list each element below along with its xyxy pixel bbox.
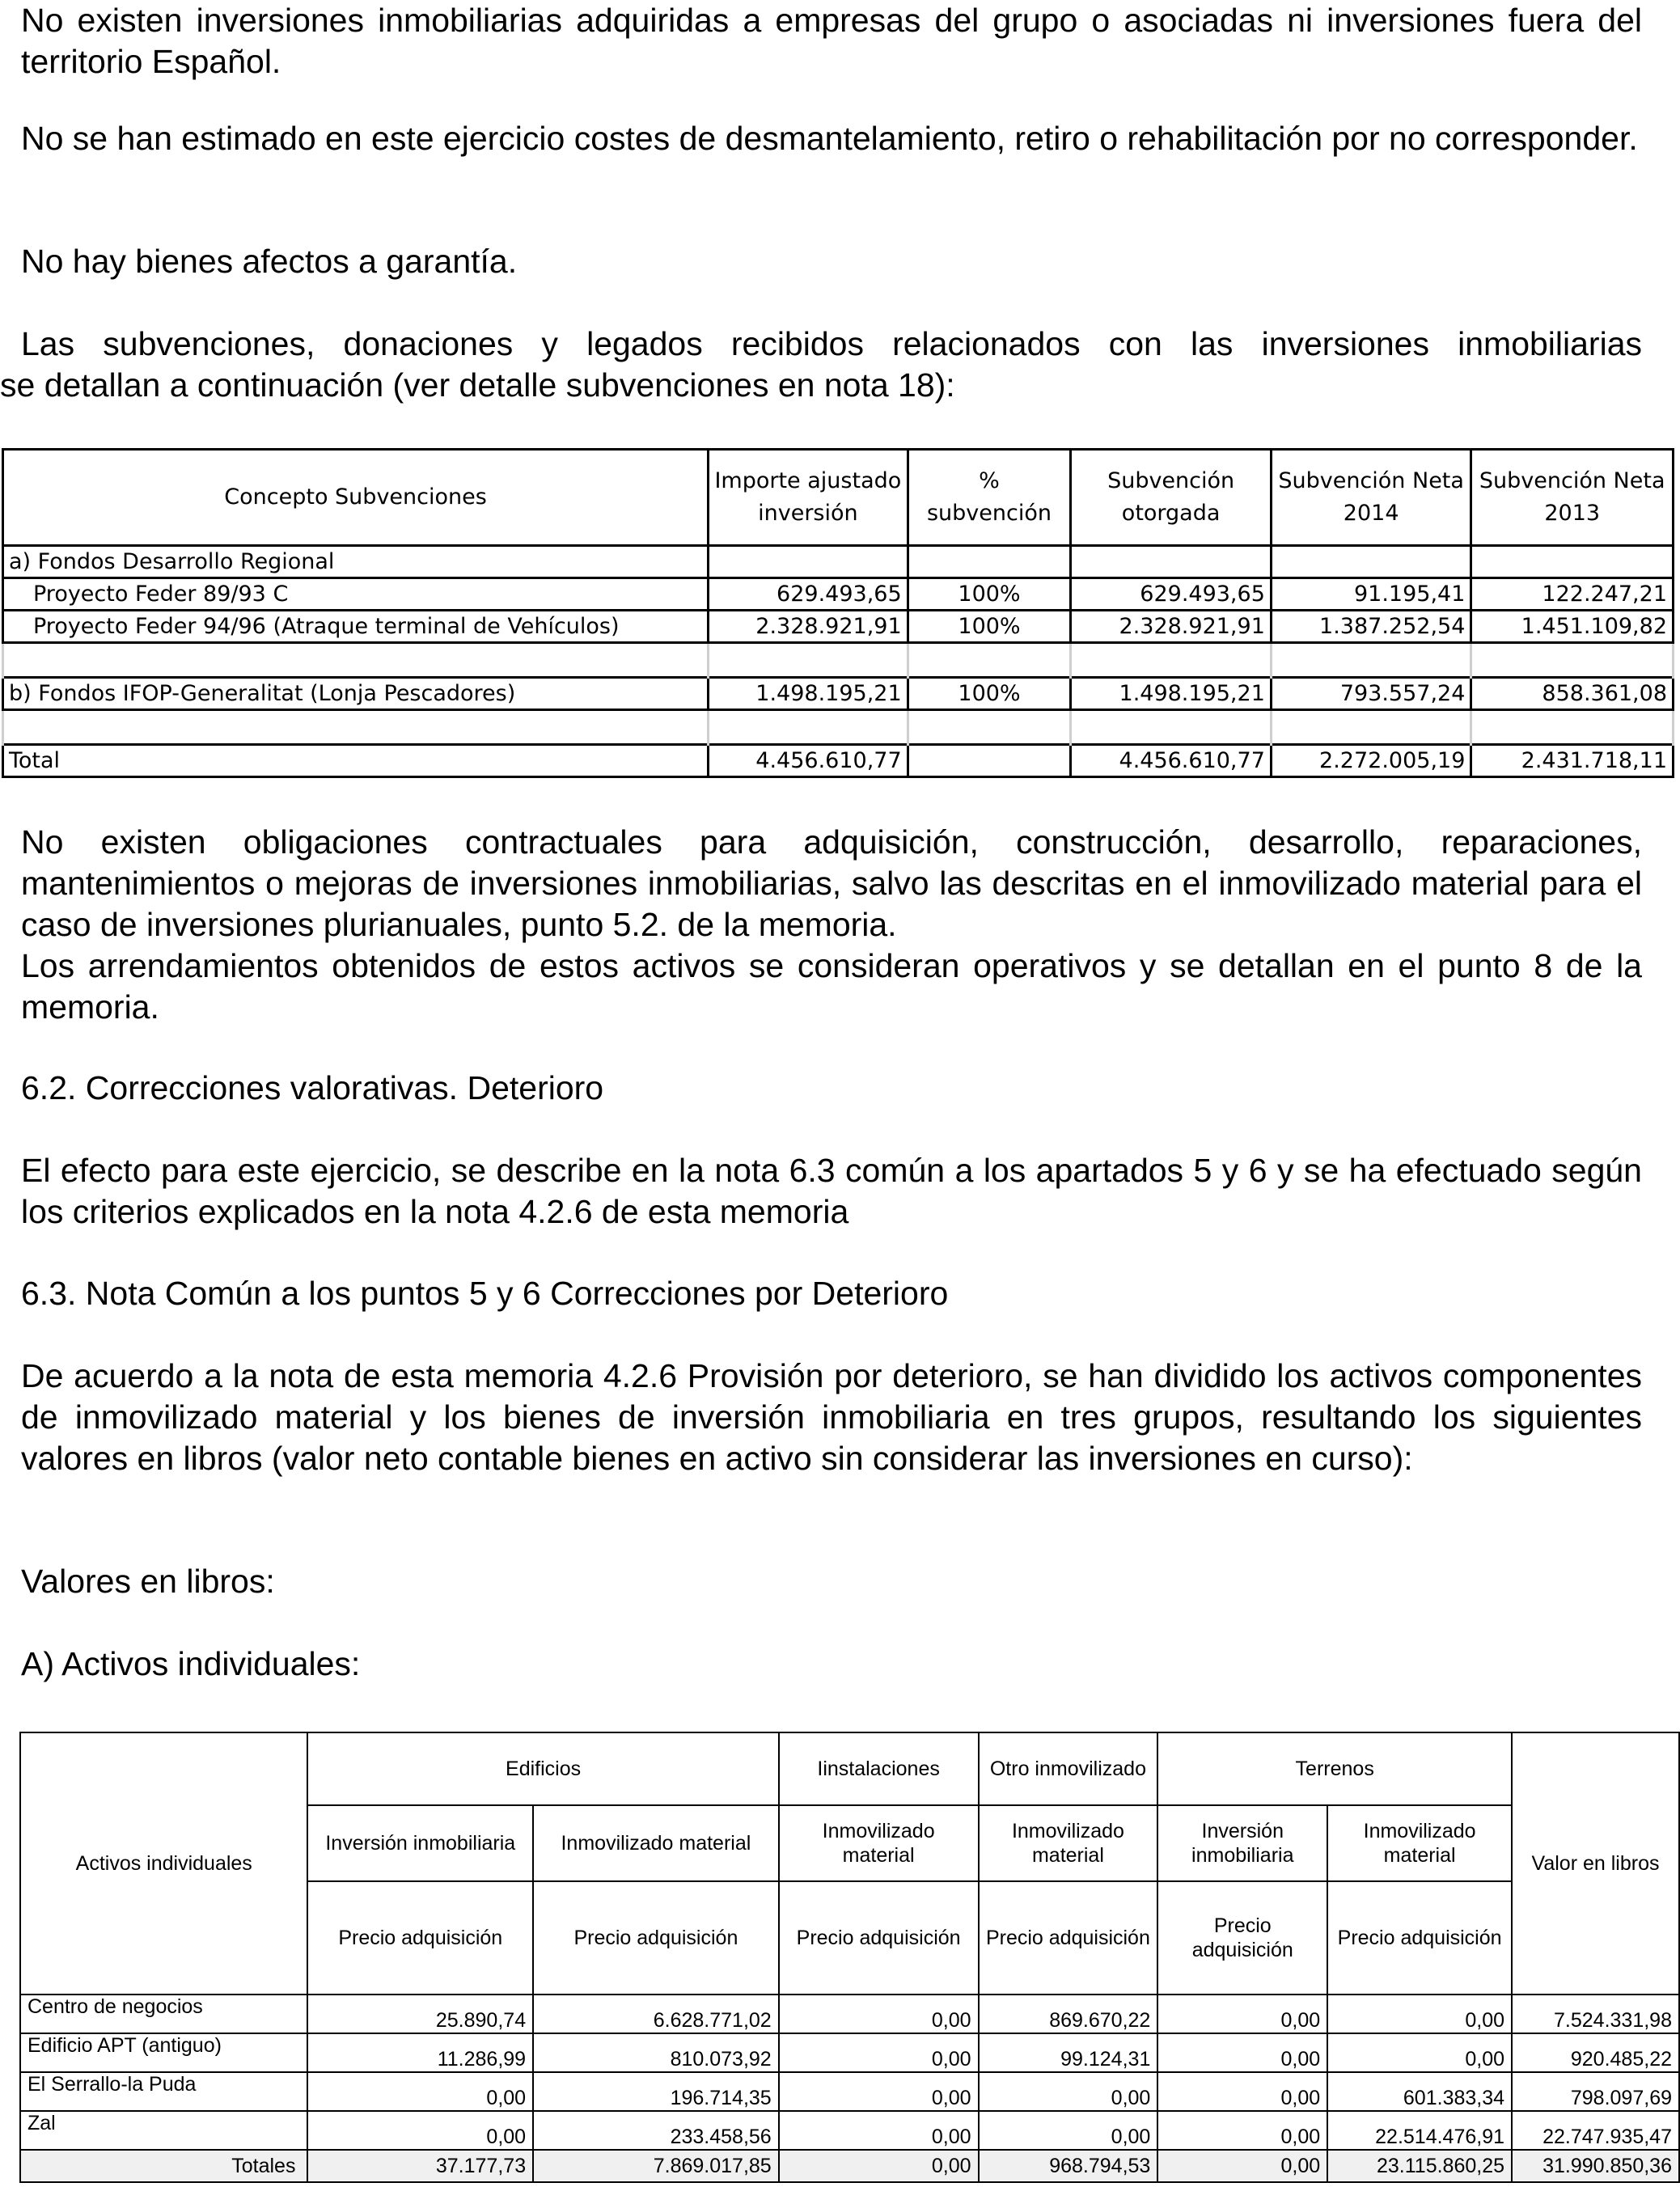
paragraph-obligaciones: No existen obligaciones contractuales para adquisición, construcción, desarrollo, reparaciones, mantenimientos o mejoras de inversiones inmobiliarias, salvo las descritas en el inmovilizado material para el caso de inversiones plurianuales, punto 5.2. de la memoria. bbox=[21, 823, 1642, 943]
cell-value: 0,00 bbox=[1157, 2033, 1327, 2072]
cell-value: 22.514.476,91 bbox=[1327, 2111, 1512, 2150]
header-precio-adquisicion: Precio adquisición bbox=[979, 1881, 1158, 1995]
table-header-row bbox=[20, 1732, 1679, 1805]
cell-value: 7.869.017,85 bbox=[533, 2150, 779, 2182]
cell-value: 0,00 bbox=[307, 2072, 533, 2111]
cell-value: 23.115.860,25 bbox=[1327, 2150, 1512, 2182]
header-edificios: Edificios bbox=[307, 1732, 778, 1805]
cell-neta-2013: 122.247,21 bbox=[1471, 578, 1674, 611]
cell-value: 0,00 bbox=[1157, 2072, 1327, 2111]
cell-value: 0,00 bbox=[1157, 2150, 1327, 2182]
cell-porcentaje: 100% bbox=[908, 678, 1071, 710]
cell-concepto: Proyecto Feder 94/96 (Atraque terminal de Vehículos) bbox=[3, 611, 709, 643]
header-neta-2014: Subvención Neta 2014 bbox=[1271, 450, 1471, 546]
header-otro-inmovilizado: Otro inmovilizado bbox=[979, 1732, 1158, 1805]
table-row bbox=[20, 2111, 1679, 2150]
cell-otorgada: 2.328.921,91 bbox=[1071, 611, 1272, 643]
header-inmovilizado-material: Inmovilizado material bbox=[979, 1805, 1158, 1881]
cell-value: 0,00 bbox=[779, 2111, 979, 2150]
header-inmovilizado-material: Inmovilizado material bbox=[779, 1805, 979, 1881]
cell-value: 0,00 bbox=[779, 1995, 979, 2033]
cell-otorgada: 1.498.195,21 bbox=[1071, 678, 1272, 710]
header-precio-adquisicion: Precio adquisición bbox=[1157, 1881, 1327, 1995]
cell-value: 0,00 bbox=[1327, 2033, 1512, 2072]
totales-row bbox=[20, 2150, 1679, 2182]
cell-importe: 4.456.610,77 bbox=[709, 745, 908, 777]
cell-value: 0,00 bbox=[979, 2111, 1158, 2150]
cell-neta-2013: 2.431.718,11 bbox=[1471, 745, 1674, 777]
cell-value: 601.383,34 bbox=[1327, 2072, 1512, 2111]
cell-concepto: b) Fondos IFOP-Generalitat (Lonja Pescadores) bbox=[3, 678, 709, 710]
group-label: a) Fondos Desarrollo Regional bbox=[3, 546, 709, 578]
cell-value: 869.670,22 bbox=[979, 1995, 1158, 2033]
paragraph-subvenciones-line2: se detallan a continuación (ver detalle subvenciones en nota 18): bbox=[0, 366, 955, 404]
table-row bbox=[3, 578, 1674, 611]
paragraph-inversiones-grupo: No existen inversiones inmobiliarias adquiridas a empresas del grupo o asociadas ni inversiones fuera del territorio Español. bbox=[21, 2, 1642, 80]
activos-individuales-table bbox=[19, 1732, 1680, 2183]
cell-totales-label: Totales bbox=[20, 2150, 307, 2182]
header-precio-adquisicion: Precio adquisición bbox=[307, 1881, 533, 1995]
cell-value: 0,00 bbox=[1157, 2111, 1327, 2150]
cell-value: 0,00 bbox=[779, 2150, 979, 2182]
paragraph-desmantelamiento: No se han estimado en este ejercicio costes de desmantelamiento, retiro o rehabilitación por no corresponder. bbox=[21, 120, 1638, 157]
header-concepto: Concepto Subvenciones bbox=[3, 450, 709, 546]
cell-porcentaje bbox=[908, 745, 1071, 777]
cell-valor-libros: 7.524.331,98 bbox=[1512, 1995, 1679, 2033]
header-inversion-inmobiliaria: Inversión inmobiliaria bbox=[1157, 1805, 1327, 1881]
cell-value: 0,00 bbox=[779, 2033, 979, 2072]
header-precio-adquisicion: Precio adquisición bbox=[779, 1881, 979, 1995]
cell-value: 37.177,73 bbox=[307, 2150, 533, 2182]
header-precio-adquisicion: Precio adquisición bbox=[533, 1881, 779, 1995]
cell-activo-nombre: Zal bbox=[20, 2111, 307, 2150]
subvenciones-table bbox=[2, 448, 1674, 778]
header-precio-adquisicion: Precio adquisición bbox=[1327, 1881, 1512, 1995]
paragraph-arrendamientos: Los arrendamientos obtenidos de estos activos se consideran operativos y se detallan en el punto 8 de la memoria. bbox=[21, 947, 1642, 1026]
table-header-row bbox=[3, 450, 1674, 546]
cell-activo-nombre: Centro de negocios bbox=[20, 1995, 307, 2033]
header-importe: Importe ajustado inversión bbox=[709, 450, 908, 546]
table-row bbox=[20, 2033, 1679, 2072]
cell-value: 0,00 bbox=[1327, 1995, 1512, 2033]
paragraph-deterioro: De acuerdo a la nota de esta memoria 4.2.6 Provisión por deterioro, se han dividido los activos componentes de inmovilizado material y los bienes de inversión inmobiliaria en tres grupos, resultando los siguientes valores en libros (valor neto contable bienes en activo sin considerar las inversiones en curso): bbox=[21, 1357, 1642, 1477]
cell-importe: 1.498.195,21 bbox=[709, 678, 908, 710]
cell-value: 6.628.771,02 bbox=[533, 1995, 779, 2033]
cell-value: 196.714,35 bbox=[533, 2072, 779, 2111]
header-inmovilizado-material: Inmovilizado material bbox=[533, 1805, 779, 1881]
section-heading-6-2: 6.2. Correcciones valorativas. Deterioro bbox=[21, 1069, 604, 1106]
table-row bbox=[20, 1995, 1679, 2033]
table-row bbox=[3, 611, 1674, 643]
table-row bbox=[20, 2072, 1679, 2111]
total-row bbox=[3, 745, 1674, 777]
section-heading-6-3: 6.3. Nota Común a los puntos 5 y 6 Correcciones por Deterioro bbox=[21, 1275, 949, 1312]
cell-otorgada: 629.493,65 bbox=[1071, 578, 1272, 611]
header-activos: Activos individuales bbox=[20, 1732, 307, 1995]
header-terrenos: Terrenos bbox=[1157, 1732, 1512, 1805]
cell-valor-libros: 798.097,69 bbox=[1512, 2072, 1679, 2111]
cell-concepto: Proyecto Feder 89/93 C bbox=[3, 578, 709, 611]
cell-neta-2014: 2.272.005,19 bbox=[1271, 745, 1471, 777]
cell-activo-nombre: El Serrallo-la Puda bbox=[20, 2072, 307, 2111]
cell-importe: 2.328.921,91 bbox=[709, 611, 908, 643]
paragraph-valores-libros: Valores en libros: bbox=[21, 1563, 275, 1600]
cell-neta-2014: 91.195,41 bbox=[1271, 578, 1471, 611]
spacer-row bbox=[3, 710, 1674, 745]
cell-porcentaje: 100% bbox=[908, 578, 1071, 611]
paragraph-activos-individuales: A) Activos individuales: bbox=[21, 1645, 361, 1682]
cell-value: 233.458,56 bbox=[533, 2111, 779, 2150]
header-neta-2013: Subvención Neta 2013 bbox=[1471, 450, 1674, 546]
cell-activo-nombre: Edificio APT (antiguo) bbox=[20, 2033, 307, 2072]
paragraph-efecto: El efecto para este ejercicio, se describe en la nota 6.3 común a los apartados 5 y 6 y se ha efectuado según los criterios explicados en la nota 4.2.6 de esta memoria bbox=[21, 1152, 1642, 1230]
header-valor-libros: Valor en libros bbox=[1512, 1732, 1679, 1995]
cell-porcentaje: 100% bbox=[908, 611, 1071, 643]
table-row bbox=[3, 546, 1674, 578]
paragraph-subvenciones-line1: Las subvenciones, donaciones y legados recibidos relacionados con las inversiones inmobiliarias bbox=[21, 325, 1642, 362]
cell-importe: 629.493,65 bbox=[709, 578, 908, 611]
cell-valor-libros: 31.990.850,36 bbox=[1512, 2150, 1679, 2182]
paragraph-bienes-garantia: No hay bienes afectos a garantía. bbox=[21, 243, 518, 280]
cell-valor-libros: 22.747.935,47 bbox=[1512, 2111, 1679, 2150]
cell-value: 0,00 bbox=[1157, 1995, 1327, 2033]
cell-value: 0,00 bbox=[307, 2111, 533, 2150]
cell-otorgada: 4.456.610,77 bbox=[1071, 745, 1272, 777]
cell-neta-2014: 793.557,24 bbox=[1271, 678, 1471, 710]
cell-neta-2014: 1.387.252,54 bbox=[1271, 611, 1471, 643]
header-otorgada: Subvención otorgada bbox=[1071, 450, 1272, 546]
cell-value: 25.890,74 bbox=[307, 1995, 533, 2033]
cell-value: 0,00 bbox=[979, 2072, 1158, 2111]
cell-value: 0,00 bbox=[779, 2072, 979, 2111]
spacer-row bbox=[3, 643, 1674, 678]
header-inmovilizado-material: Inmovilizado material bbox=[1327, 1805, 1512, 1881]
cell-value: 810.073,92 bbox=[533, 2033, 779, 2072]
table-row bbox=[3, 678, 1674, 710]
cell-valor-libros: 920.485,22 bbox=[1512, 2033, 1679, 2072]
cell-value: 11.286,99 bbox=[307, 2033, 533, 2072]
cell-value: 99.124,31 bbox=[979, 2033, 1158, 2072]
cell-total-label: Total bbox=[3, 745, 709, 777]
header-porcentaje: % subvención bbox=[908, 450, 1071, 546]
cell-neta-2013: 1.451.109,82 bbox=[1471, 611, 1674, 643]
cell-neta-2013: 858.361,08 bbox=[1471, 678, 1674, 710]
header-inversion-inmobiliaria: Inversión inmobiliaria bbox=[307, 1805, 533, 1881]
header-instalaciones: Iinstalaciones bbox=[779, 1732, 979, 1805]
cell-value: 968.794,53 bbox=[979, 2150, 1158, 2182]
